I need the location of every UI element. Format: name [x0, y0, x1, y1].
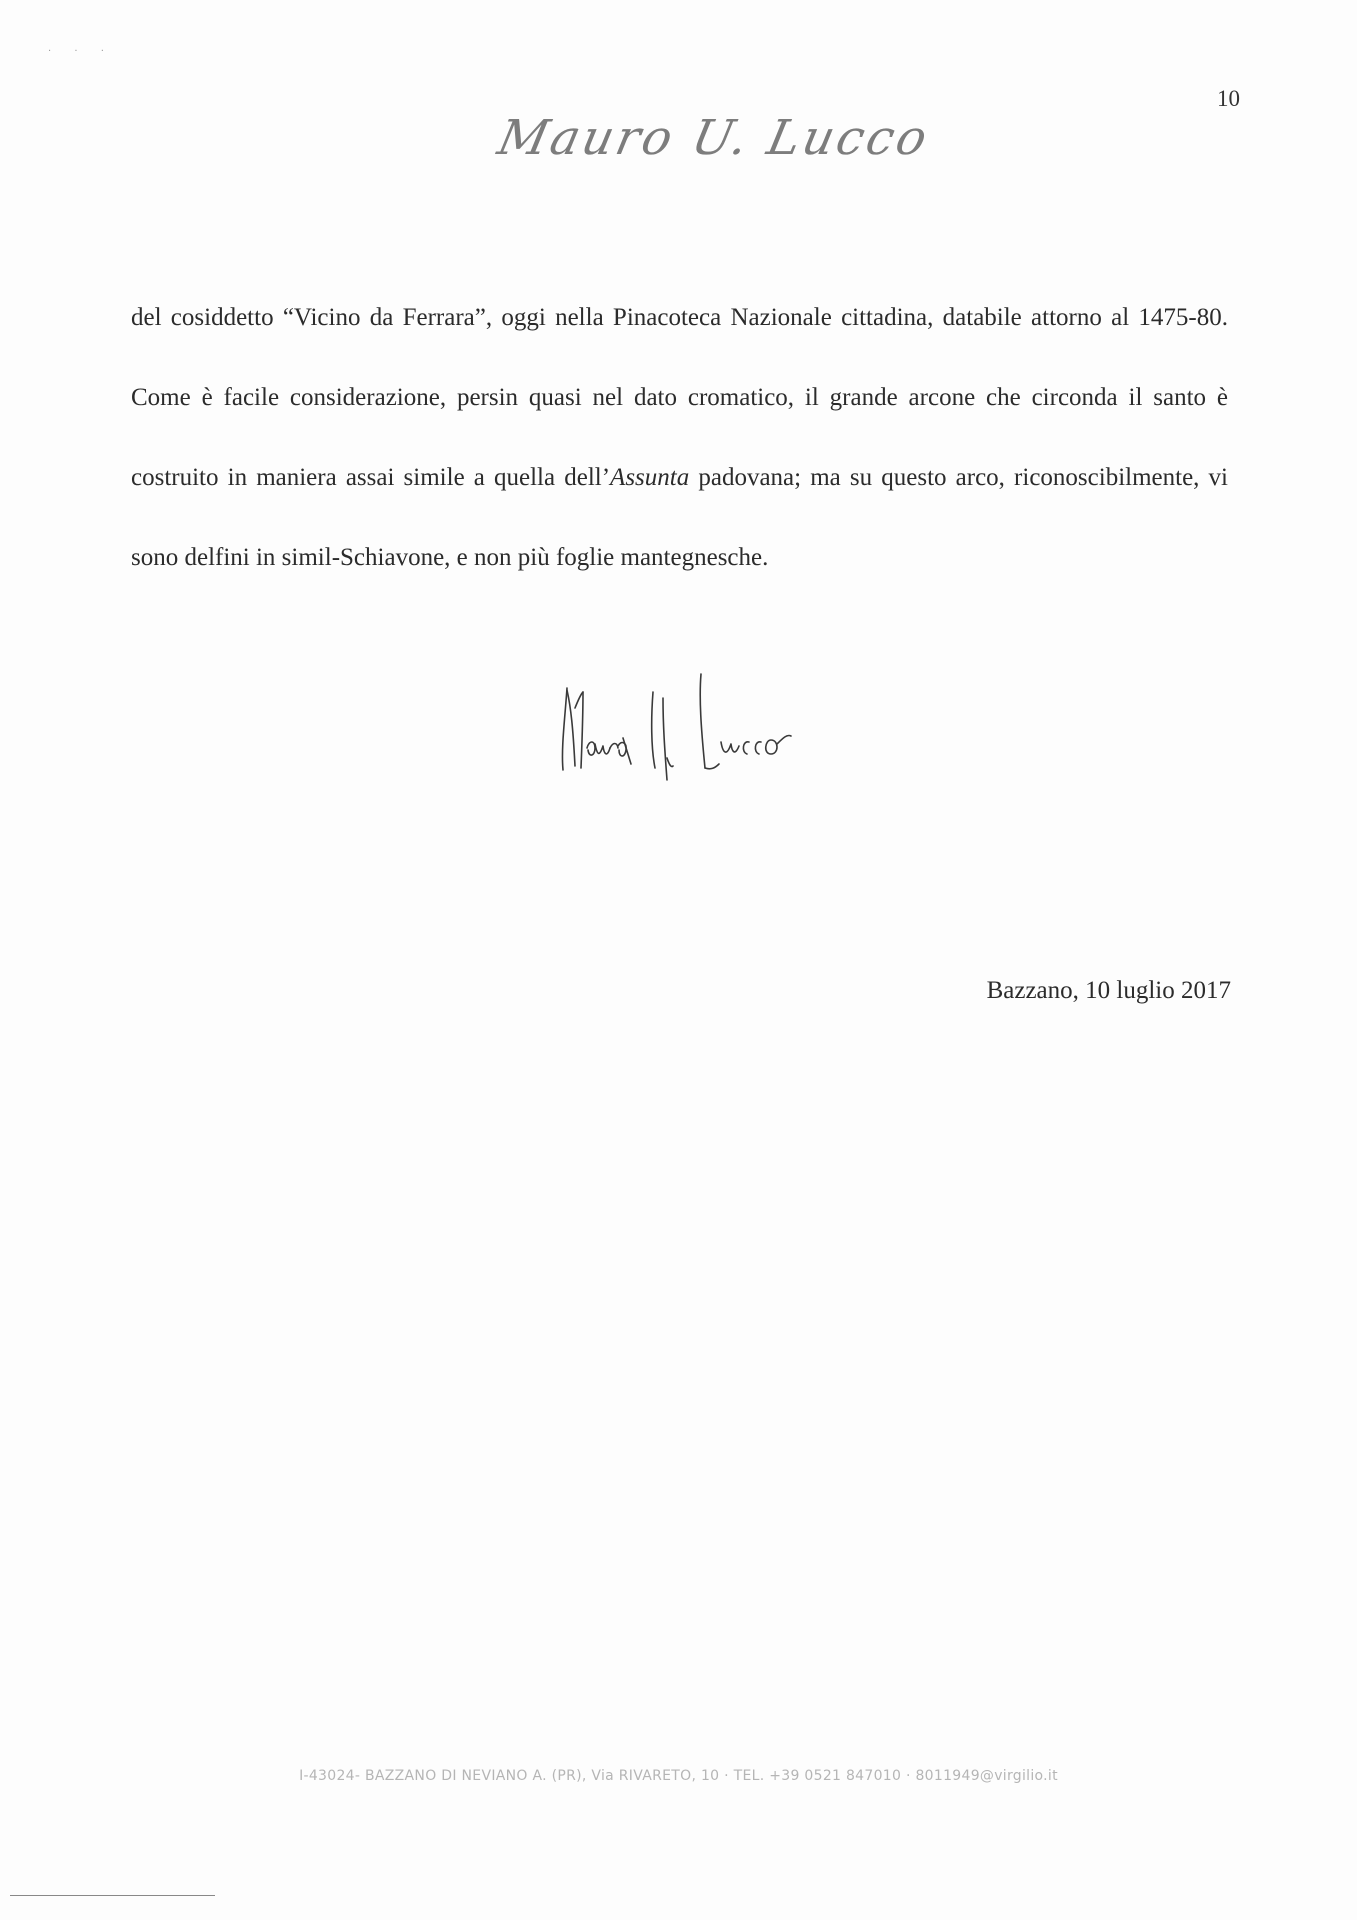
scan-edge-line: [10, 1895, 215, 1896]
paragraph-italic-title: Assunta: [610, 464, 690, 491]
handwritten-signature: [555, 668, 815, 788]
paragraph-part-2: padovana; ma su questo arco, riconoscibilmente, vi sono delfini in simil-Schiavone, e non più foglie mantegnesche.: [131, 464, 1228, 571]
page-number: 10: [1217, 86, 1240, 111]
letterhead: [0, 110, 1357, 166]
place-date: Bazzano, 10 luglio 2017: [986, 977, 1231, 1004]
paragraph-part-1: del cosiddetto “Vicino da Ferrara”, oggi nella Pinacoteca Nazionale cittadina, databile attorno al 1475-80. Come è facile considerazione, persin quasi nel dato cromatico, il grande arcone che circonda il santo è costruito in maniera assai simile a quella dell’: [131, 304, 1228, 491]
paragraph-text: [131, 278, 1228, 598]
letterhead-footer: I-43024- BAZZANO DI NEVIANO A. (PR), Via RIVARETO, 10 · TEL. +39 0521 847010 · 8011949@virgilio.it: [299, 1768, 1058, 1784]
scan-specks: · · ·: [48, 46, 114, 57]
letterhead-name: Mauro U. Lucco: [492, 110, 935, 166]
body-paragraph: [131, 278, 1228, 598]
